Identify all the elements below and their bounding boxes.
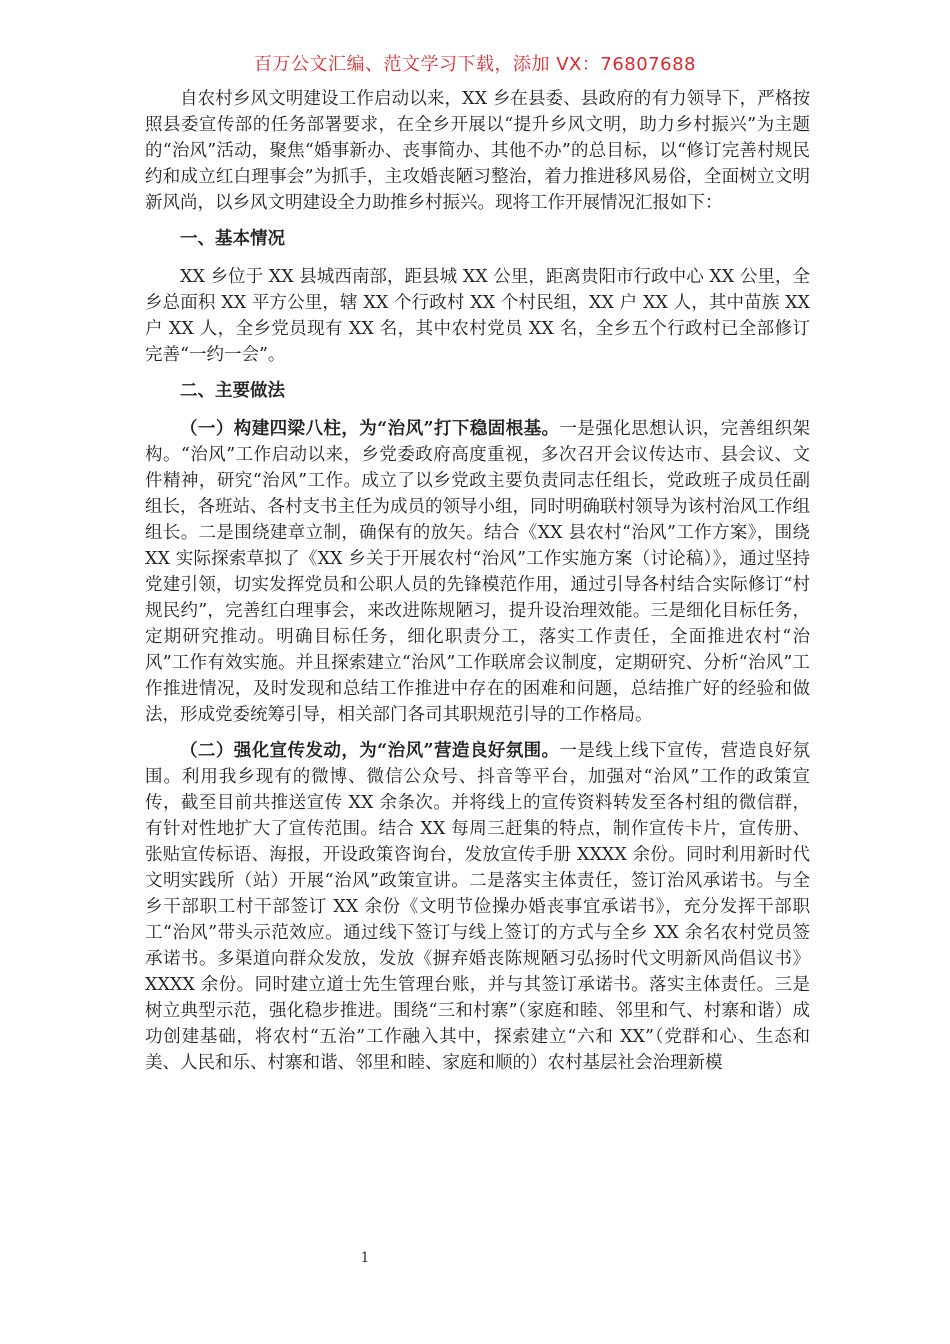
measure-1-body: 一是强化思想认识，完善组织架构。“治风”工作启动以来，乡党委政府高度重视，多次召开会议传达市、县会议、文件精神，研究“治风”工作。成立了以乡党政主要负责同志任组长，党政班子成员任副组长，各班站、各村支书主任为成员的领导小组，同时明确联村领导为该村治风工作组组长。二是围绕建章立制，确保有的放矢。结合《XX 县农村“治风”工作方案》，围绕 XX 实际探索草拟了《XX 乡关于开展农村“治风”工作实施方案（讨论稿）》，通过坚持党建引领，切实发挥党员和公职人员的先锋模范作用，通过引导各村结合实际修订“村规民约”，完善红白理事会，来改进陈规陋习，提升设治理效能。三是细化目标任务，定期研究推动。明确目标任务，细化职责分工，落实工作责任，全面推进农村“治风”工作有效实施。并且探索建立“治风”工作联席会议制度，定期研究、分析“治风”工作推进情况，及时发现和总结工作推进中存在的困难和问题，总结推广好的经验和做法，形成党委统筹引导，相关部门各司其职规范引导的工作格局。 (145, 419, 811, 725)
basic-situation-paragraph: XX 乡位于 XX 县城西南部，距县城 XX 公里，距离贵阳市行政中心 XX 公里，全乡总面积 XX 平方公里，辖 XX 个行政村 XX 个村民组，XX 户 XX 人，其中苗族 XX 户 XX 人，全乡党员现有 XX 名，其中农村党员 XX 名，全乡五个行政村已全部修订完善“一约一会”。 (145, 267, 810, 365)
section-heading-measures: 二、主要做法 (180, 381, 285, 401)
measure-2-lead: （二）强化宣传发动，为“治风”营造良好氛围。 (180, 741, 560, 761)
document-body (145, 86, 810, 1086)
measure-2-body: 一是线上线下宣传，营造良好氛围。利用我乡现有的微博、微信公众号、抖音等平台，加强对“治风”工作的政策宣传，截至目前共推送宣传 XX 余条次。并将线上的宣传资料转发至各村组的微信群，有针对性地扩大了宣传范围。结合 XX 每周三赶集的特点，制作宣传卡片，宣传册、张贴宣传标语、海报，开设政策咨询台，发放宣传手册 XXXX 余份。同时利用新时代文明实践所（站）开展“治风”政策宣讲。二是落实主体责任，签订治风承诺书。与全乡干部职工村干部签订 XX 余份《文明节俭操办婚丧事宜承诺书》，充分发挥干部职工“治风”带头示范效应。通过线下签订与线上签订的方式与全乡 XX 余名农村党员签承诺书。多渠道向群众发放，发放《摒弃婚丧陈规陋习弘扬时代文明新风尚倡议书》XXXX 余份。同时建立道士先生管理台账，并与其签订承诺书。落实主体责任。三是树立典型示范，强化稳步推进。围绕“三和村寨”（家庭和睦、邻里和气、村寨和谐）成功创建基础，将农村“五治”工作融入其中，探索建立“六和 XX”（党群和心、生态和美、人民和乐、村寨和谐、邻里和睦、家庭和顺的）农村基层社会治理新模 (145, 741, 811, 1073)
intro-paragraph: 自农村乡风文明建设工作启动以来，XX 乡在县委、县政府的有力领导下，严格按照县委宣传部的任务部署要求，在全乡开展以“提升乡风文明，助力乡村振兴”为主题的“治风”活动，聚焦“婚事新办、丧事简办、其他不办”的总目标，以“修订完善村规民约和成立红白理事会”为抓手，主攻婚丧陋习整治，着力推进移风易俗，全面树立文明新风尚，以乡风文明建设全力助推乡村振兴。现将工作开展情况汇报如下： (145, 89, 810, 213)
measure-1-lead: （一）构建四梁八柱，为“治风”打下稳固根基。 (180, 419, 560, 439)
measure-paragraph-2 (145, 738, 810, 1076)
page-number: 1 (360, 1250, 370, 1266)
download-banner: 百万公文汇编、范文学习下载，添加 VX：76807688 (254, 54, 696, 75)
section-heading-basic: 一、基本情况 (180, 229, 285, 249)
measure-paragraph-1 (145, 416, 810, 728)
